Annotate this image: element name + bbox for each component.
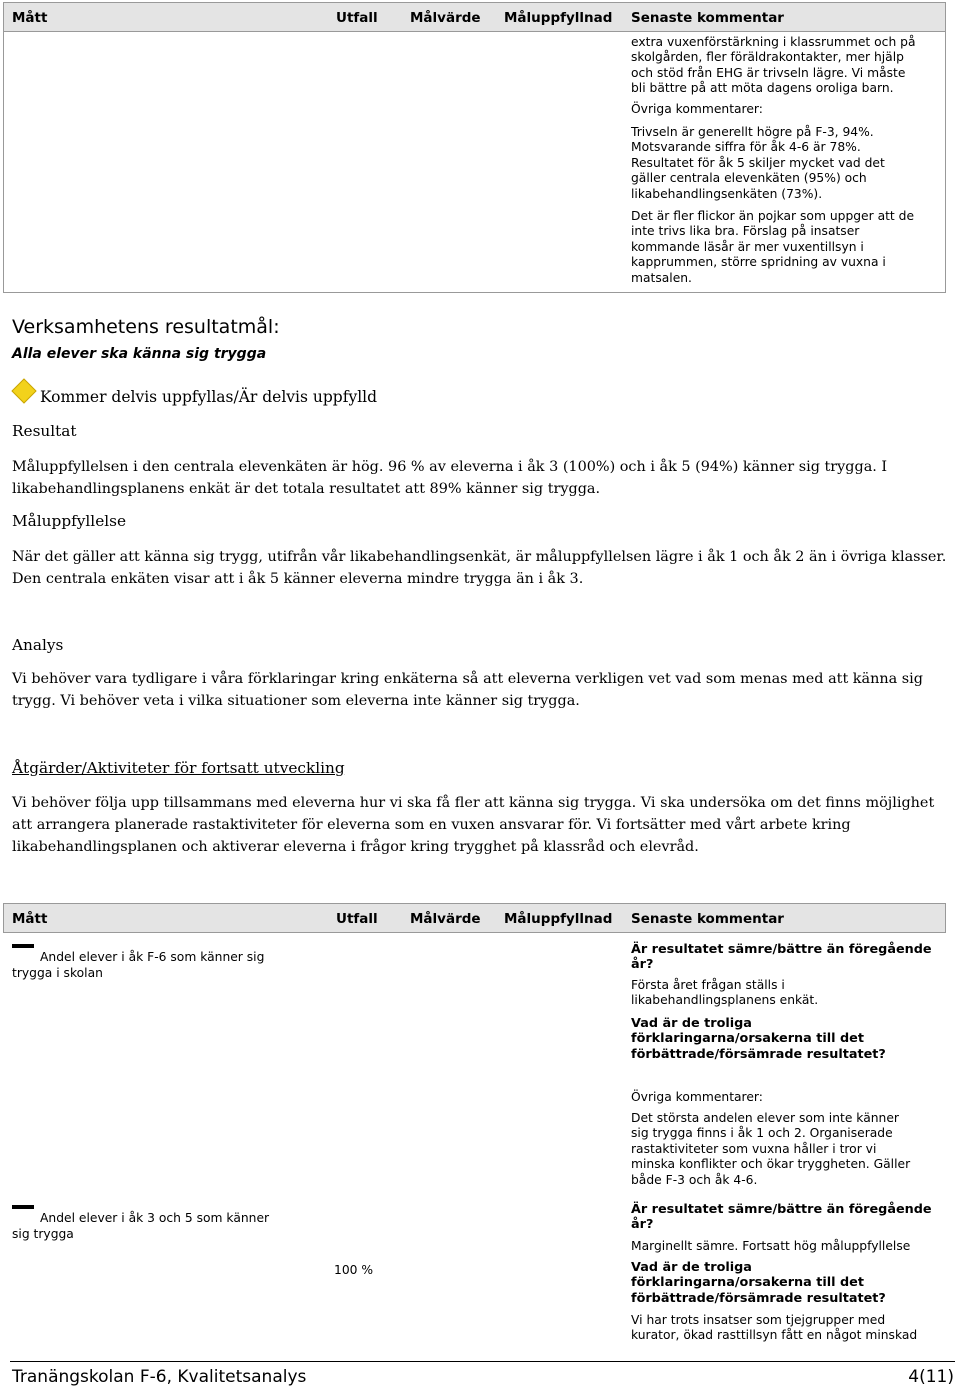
table-header-top: [3, 2, 946, 32]
row1-matt-line1: Andel elever i åk F-6 som känner sig: [40, 950, 265, 964]
maluppfyllelse-text: När det gäller att känna sig trygg, utifrån vår likabehandlingsenkät, är måluppfyllelsen lägre i åk 1 och åk 2 än i övriga klasser. Den centrala enkäten visar att i åk 5 känner eleverna mindre trygga än i åk 3.: [12, 549, 947, 587]
col-header-senaste-kommentar: Senaste kommentar: [631, 10, 784, 26]
row1-ovriga-text: Det största andelen elever som inte känner sig trygga finns i åk 1 och 2. Organiserade rastaktiviteter som vuxna håller i tror vi minska konflikter och ökar tryggheten. Gäller både F-3 och åk 4-6.: [631, 1111, 911, 1187]
col-header-malvarde: Målvärde: [410, 911, 481, 927]
atgarder-text: Vi behöver följa upp tillsammans med eleverna hur vi ska få fler att känna sig trygga. Vi ska undersöka om det finns möjlighet att arrangera planerade rastaktiviteter för eleverna som en vuxen ansvarar för. Vi fortsätter med vårt arbete kring likabehandlingsplanen och aktiverar eleverna i frågor kring trygghet på klassråd och elevråd.: [12, 795, 935, 855]
row2-matt-line2: sig trygga: [12, 1227, 74, 1241]
row2-utfall: 100 %: [334, 1263, 374, 1277]
row2-question-2: Vad är de troliga förklaringarna/orsakerna till det förbättrade/försämrade resultatet?: [631, 1260, 886, 1306]
footer-rule: [10, 1361, 955, 1362]
row1-answer-1: Första året frågan ställs i likabehandlingsplanens enkät.: [631, 978, 819, 1008]
col-header-utfall: Utfall: [336, 10, 378, 26]
row2-matt-line1: Andel elever i åk 3 och 5 som känner: [40, 1211, 270, 1225]
trend-dash-icon: [12, 1205, 34, 1209]
col-header-maluppfyllnad: Måluppfyllnad: [504, 911, 613, 927]
section-goal: Alla elever ska känna sig trygga: [12, 346, 267, 362]
row1-question-1: Är resultatet sämre/bättre än föregående år?: [631, 942, 932, 973]
section-title: Verksamhetens resultatmål:: [12, 316, 280, 338]
ovriga-kommentarer-label: Övriga kommentarer:: [631, 102, 763, 116]
row1-matt-line2: trygga i skolan: [12, 966, 103, 980]
status-text: Kommer delvis uppfyllas/Är delvis uppfylld: [40, 388, 378, 406]
row2-answer-1: Marginellt sämre. Fortsatt hög måluppfyllelse: [631, 1239, 911, 1253]
row2-question-1: Är resultatet sämre/bättre än föregående år?: [631, 1202, 932, 1233]
footer-left: Tranängskolan F-6, Kvalitetsanalys: [12, 1367, 307, 1387]
resultat-text: Måluppfyllelsen i den centrala elevenkäten är hög. 96 % av eleverna i åk 3 (100%) och i åk 5 (94%) känner sig trygga. I likabehandlingsplanens enkät är det totala resultatet att 89% känner sig trygga.: [12, 459, 888, 497]
col-header-matt: Mått: [12, 10, 48, 26]
col-header-senaste-kommentar: Senaste kommentar: [631, 911, 784, 927]
col-header-maluppfyllnad: Måluppfyllnad: [504, 10, 613, 26]
atgarder-heading: Åtgärder/Aktiviteter för fortsatt utveckling: [12, 759, 345, 777]
analys-heading: Analys: [12, 636, 64, 654]
col-header-malvarde: Målvärde: [410, 10, 481, 26]
comment-paragraph-1: extra vuxenförstärkning i klassrummet och på skolgården, fler föräldrakontakter, mer hjälp och stöd från EHG är trivseln lägre. Vi måste bli bättre på att möta dagens oroliga barn.: [631, 35, 916, 96]
col-header-matt: Mått: [12, 911, 48, 927]
analys-text: Vi behöver vara tydligare i våra förklaringar kring enkäterna så att eleverna verkligen vet vad som menas med att känna sig trygg. Vi behöver veta i vilka situationer som eleverna inte känner sig trygga.: [12, 671, 923, 709]
comment-paragraph-3: Det är fler flickor än pojkar som uppger att de inte trivs lika bra. Förslag på insatser kommande läsår är mer vuxentillsyn i kapprummen, större spridning av vuxna i matsalen.: [631, 209, 915, 285]
comment-paragraph-2: Trivseln är generellt högre på F-3, 94%. Motsvarande siffra för åk 4-6 är 78%. Resultatet för åk 5 skiljer mycket vad det gäller centrala elevenkäten (95%) och likabehandlingsenkäten (73%).: [631, 125, 885, 201]
table-header-bottom: [3, 903, 946, 933]
row1-ovriga-label: Övriga kommentarer:: [631, 1090, 763, 1104]
row1-question-2: Vad är de troliga förklaringarna/orsakerna till det förbättrade/försämrade resultatet?: [631, 1016, 886, 1062]
col-header-utfall: Utfall: [336, 911, 378, 927]
resultat-heading: Resultat: [12, 422, 77, 440]
trend-dash-icon: [12, 944, 34, 948]
maluppfyllelse-heading: Måluppfyllelse: [12, 512, 127, 530]
row2-answer-2: Vi har trots insatser som tjejgrupper med kurator, ökad rasttillsyn fått en något minskad: [631, 1313, 918, 1343]
footer-page-number: 4(11): [908, 1367, 954, 1387]
status-diamond-icon: [11, 378, 37, 404]
